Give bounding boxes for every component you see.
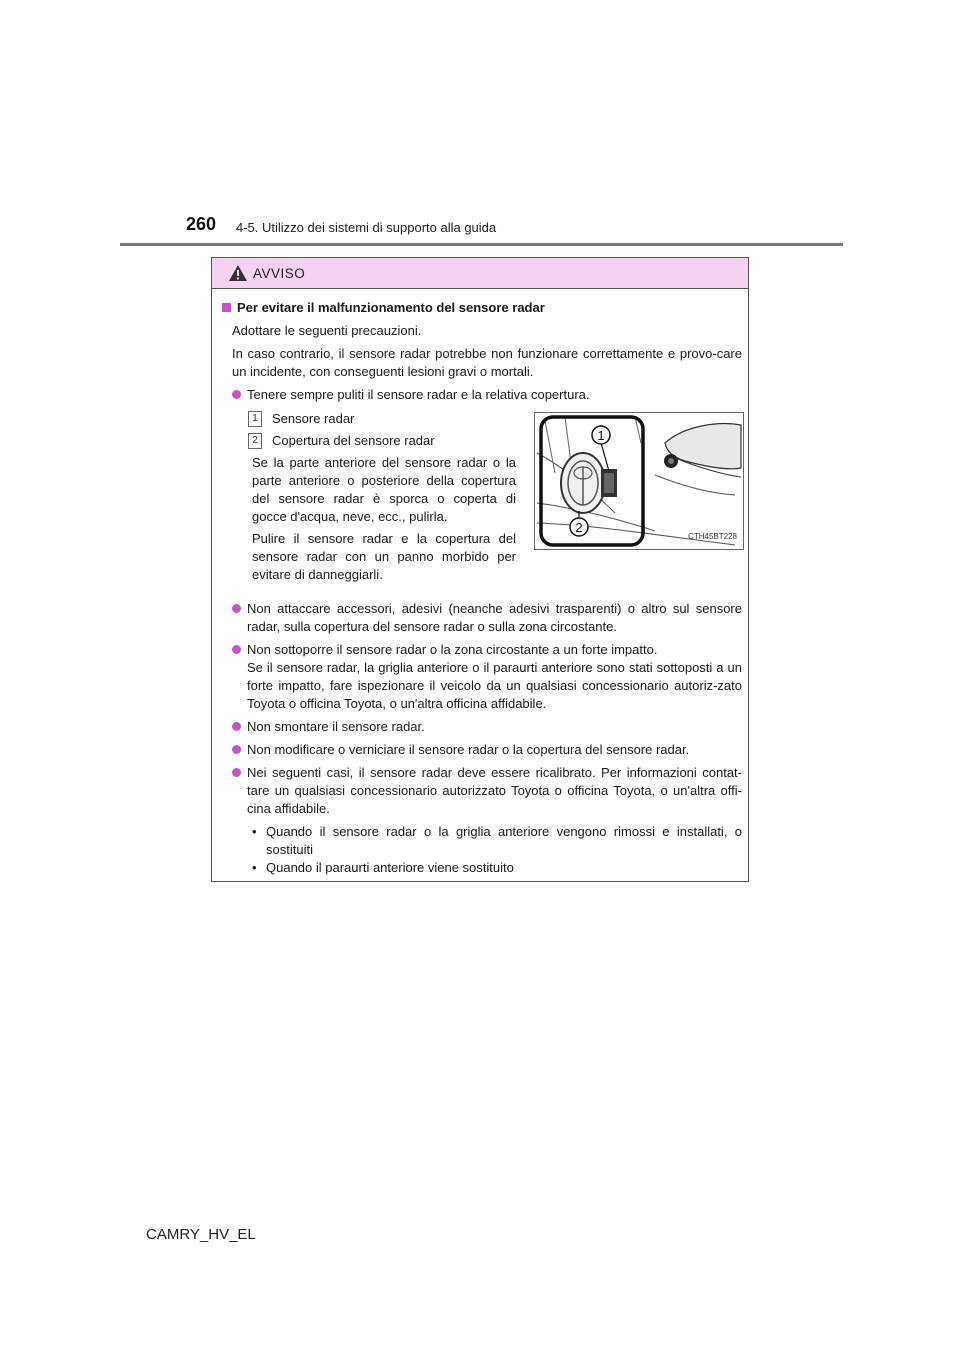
sub-bullet-marker: • <box>252 824 257 839</box>
bullet-dot-icon <box>232 745 241 754</box>
subheading <box>222 299 742 317</box>
legend-item <box>248 432 516 450</box>
page-number: 260 <box>186 214 217 234</box>
figure-paragraph-1: Se la parte anteriore del sensore radar o la parte anteriore o posteriore della copertura del sensore radar è sporca o coperta di gocce d'acqua, neve, ecc., pulirla. <box>252 455 516 524</box>
legend-label: Sensore radar <box>272 411 355 426</box>
warning-header <box>212 258 748 289</box>
sub-list-item <box>252 859 742 877</box>
header-rule <box>120 243 843 246</box>
subheading-text: Per evitare il malfunzionamento del sensore radar <box>237 300 545 315</box>
callout-1: 1 <box>597 428 605 443</box>
sub-bullet-text: Quando il sensore radar o la griglia anteriore vengono rimossi e installati, o sostituiti <box>266 824 742 857</box>
bullet-text: Tenere sempre puliti il sensore radar e la relativa copertura. <box>247 387 590 402</box>
warning-box <box>211 257 749 882</box>
sub-list-item <box>252 823 742 859</box>
sub-bullet-marker: • <box>252 860 257 875</box>
warning-body <box>212 289 748 877</box>
list-item <box>222 718 742 736</box>
radar-sensor-illustration <box>534 412 744 550</box>
bullet-text: Non smontare il sensore radar. <box>247 719 425 734</box>
sub-bullet-text: Quando il paraurti anteriore viene sostituito <box>266 860 514 875</box>
bullet-text: Nei seguenti casi, il sensore radar deve essere ricalibrato. Per informazioni contat-tare un qualsiasi concessionario autorizzato Toyota o officina Toyota, o un'altra offi-cina affidabile. <box>247 765 742 816</box>
square-bullet-icon <box>222 303 231 312</box>
figure-paragraph-2: Pulire il sensore radar e la copertura del sensore radar con un panno morbido per evitare di danneggiarli. <box>252 531 516 582</box>
bullet-line: Non sottoporre il sensore radar o la zona circostante a un forte impatto. <box>247 642 658 657</box>
legend-number: 1 <box>248 411 262 427</box>
list-item <box>222 741 742 759</box>
document-code: CAMRY_HV_EL <box>146 1226 256 1243</box>
intro-text-2: In caso contrario, il sensore radar potrebbe non funzionare correttamente e provo-care un incidente, con conseguenti lesioni gravi o mortali. <box>232 346 742 379</box>
bullet-text: Non modificare o verniciare il sensore radar o la copertura del sensore radar. <box>247 742 690 757</box>
list-item <box>222 641 742 713</box>
section-title: 4-5. Utilizzo dei sistemi di supporto alla guida <box>236 220 497 235</box>
bullet-dot-icon <box>232 722 241 731</box>
bullet-dot-icon <box>232 645 241 654</box>
callout-2: 2 <box>575 520 583 535</box>
list-item <box>222 600 742 636</box>
warning-triangle-icon <box>228 264 248 282</box>
figure-legend <box>248 410 516 584</box>
bullet-dot-icon <box>232 768 241 777</box>
bullet-dot-icon <box>232 390 241 399</box>
intro-text-1: Adottare le seguenti precauzioni. <box>232 323 422 338</box>
bullet-text: Non attaccare accessori, adesivi (neanche adesivi trasparenti) o altro sul sensore radar, sulla copertura del sensore radar o sulla zona circostante. <box>247 601 742 634</box>
list-item <box>222 764 742 818</box>
bullet-dot-icon <box>232 604 241 613</box>
legend-number: 2 <box>248 433 262 449</box>
figure-code: CTH45BT228 <box>688 532 737 541</box>
legend-label: Copertura del sensore radar <box>272 433 435 448</box>
sub-list <box>222 823 742 877</box>
figure-section <box>222 410 742 595</box>
warning-title: AVVISO <box>253 265 306 281</box>
bullet-text <box>247 641 742 713</box>
bullet-line: Se il sensore radar, la griglia anteriore o il paraurti anteriore sono stati sottoposti a un forte impatto, fare ispezionare il veicolo da un qualsiasi concessionario autoriz-zato Toyota o officina Toyota, o un'altra officina affidabile. <box>247 660 742 711</box>
list-item <box>222 386 742 404</box>
legend-item <box>248 410 516 428</box>
